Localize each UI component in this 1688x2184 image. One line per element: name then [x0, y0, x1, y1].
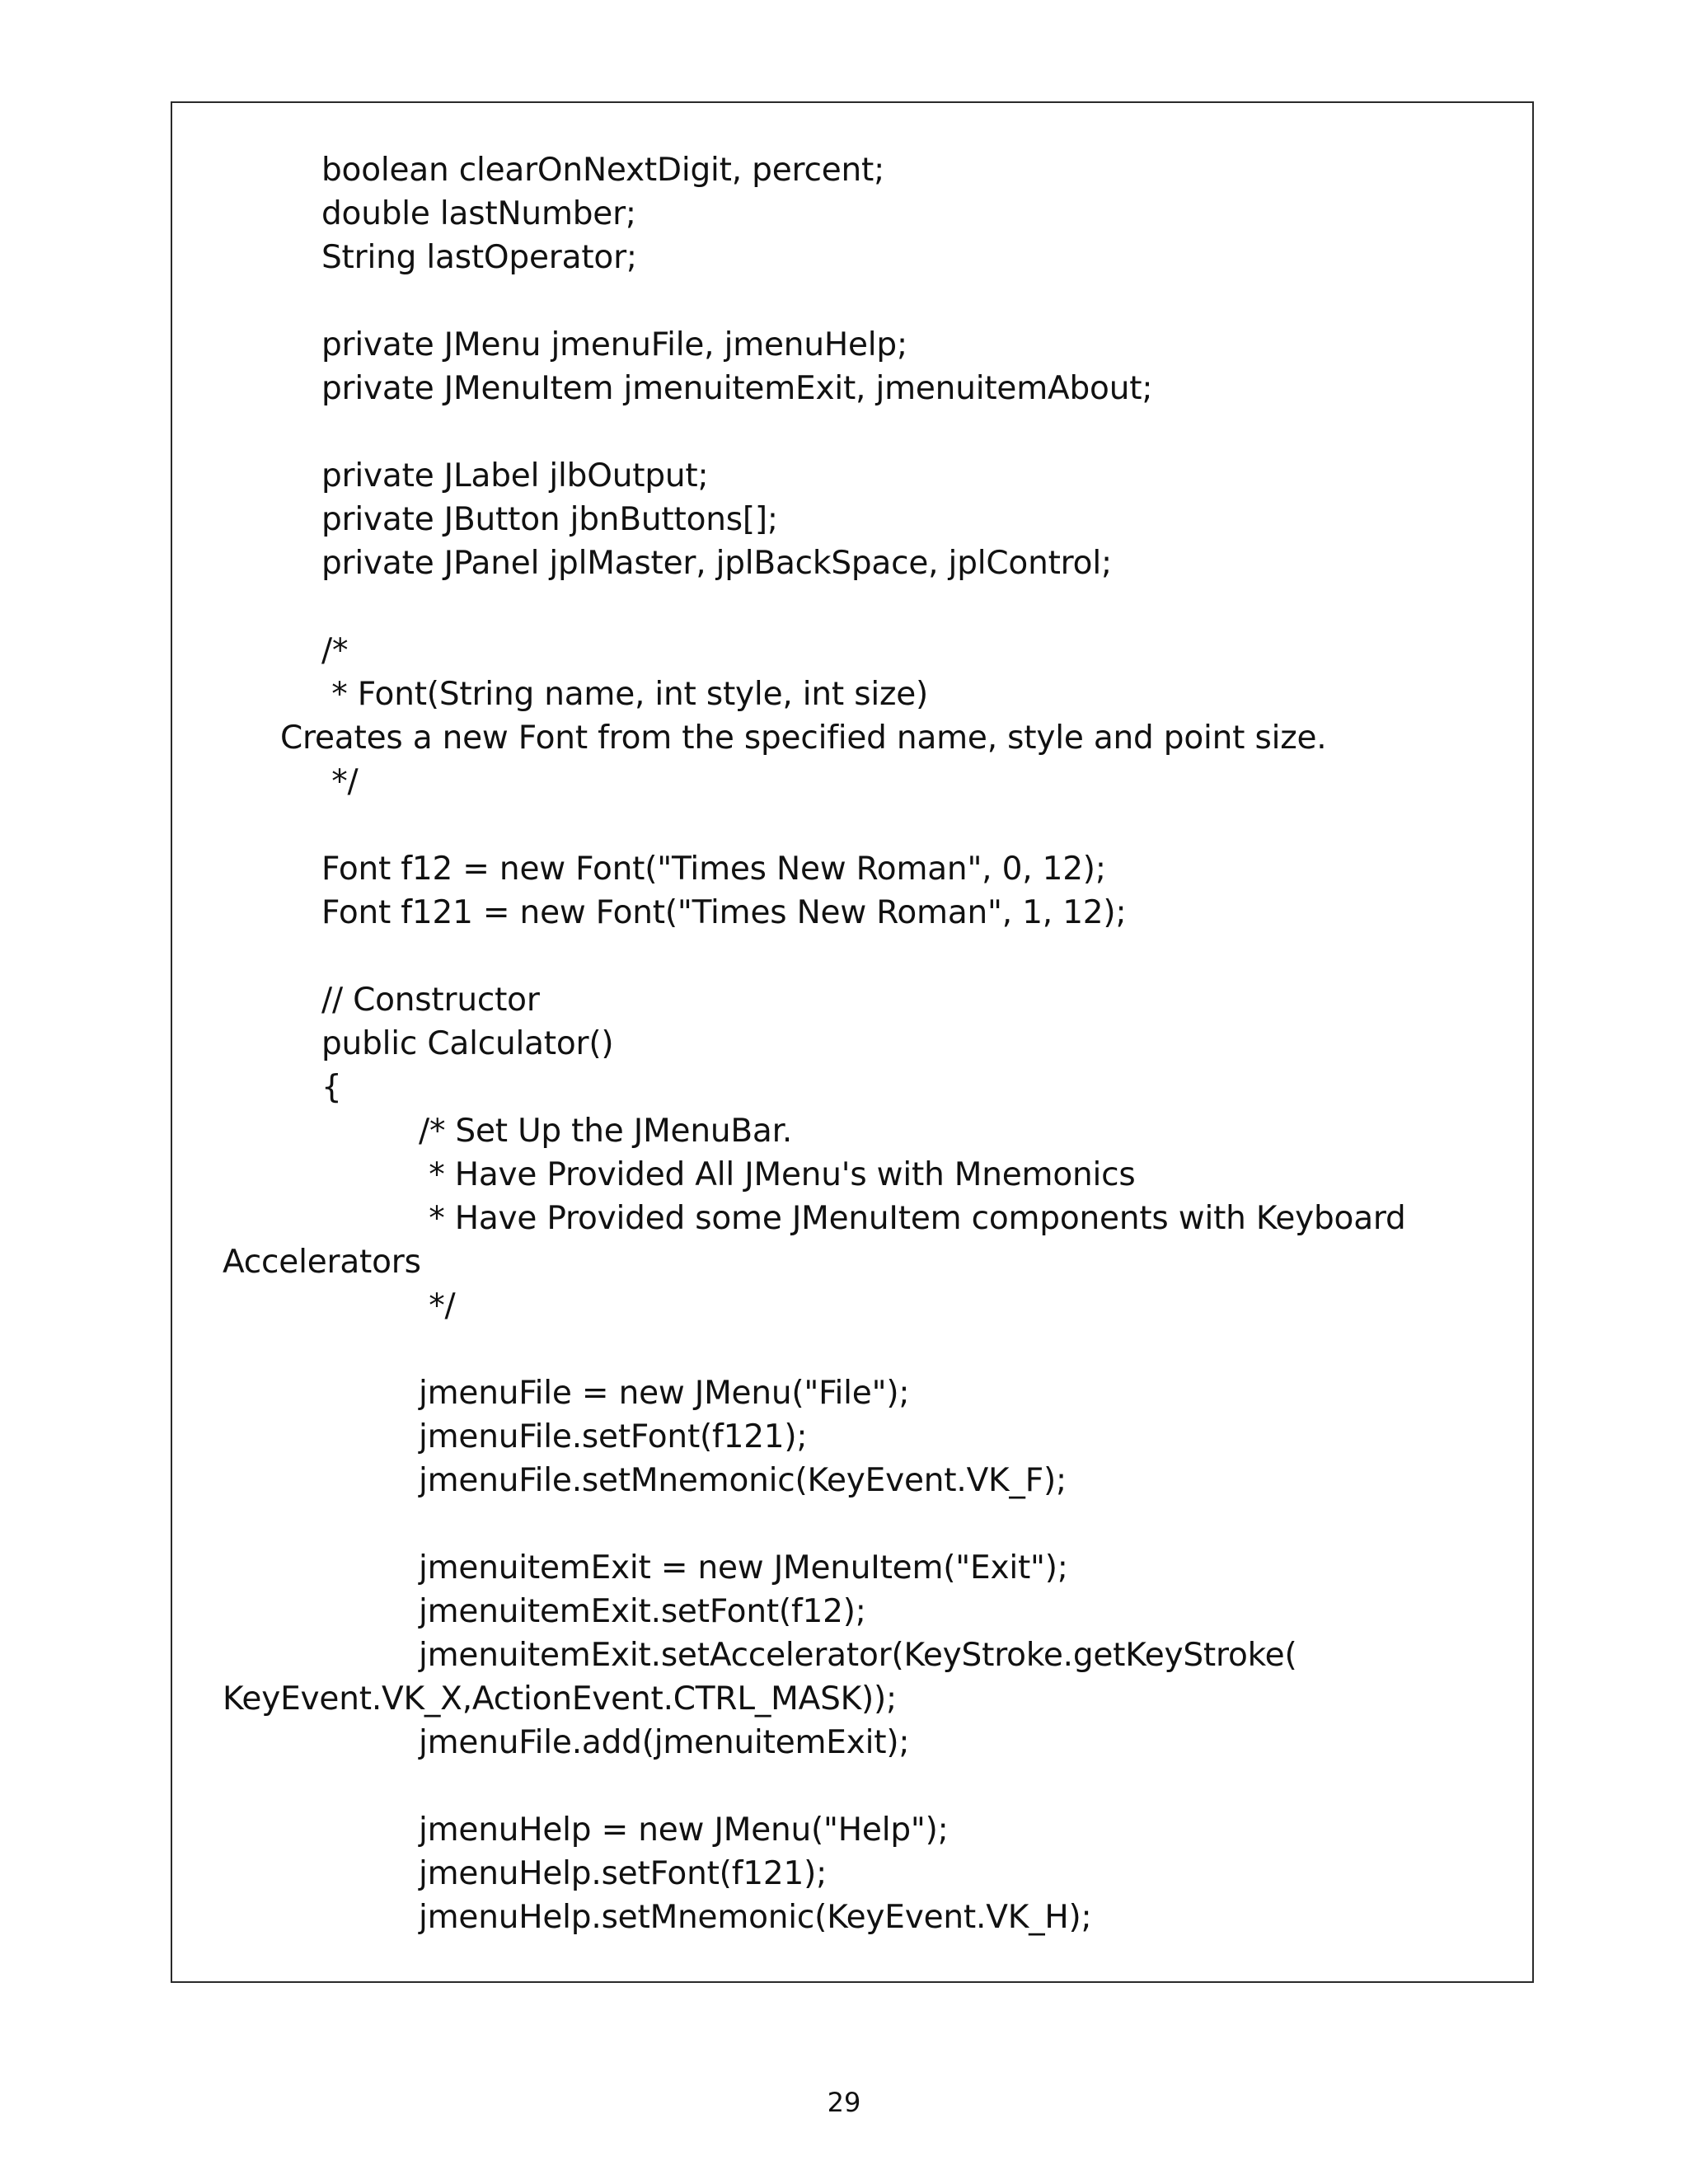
code-line: private JButton jbnButtons[];	[321, 501, 778, 538]
code-comment-line: /*	[321, 632, 349, 669]
code-line: private JLabel jlbOutput;	[321, 457, 709, 494]
code-line: jmenuFile.add(jmenuitemExit);	[419, 1724, 910, 1761]
code-line: double lastNumber;	[321, 195, 636, 232]
code-line: KeyEvent.VK_X,ActionEvent.CTRL_MASK));	[223, 1680, 897, 1718]
code-line: public Calculator()	[321, 1025, 614, 1062]
code-line: jmenuHelp.setFont(f121);	[419, 1855, 828, 1892]
code-line: jmenuFile.setFont(f121);	[419, 1418, 808, 1455]
code-comment-line: */	[321, 763, 359, 800]
code-line: jmenuitemExit = new JMenuItem("Exit");	[419, 1549, 1068, 1586]
code-line: String lastOperator;	[321, 239, 637, 276]
code-comment-line: */	[419, 1287, 456, 1324]
code-line: private JPanel jplMaster, jplBackSpace, jplControl;	[321, 545, 1112, 582]
code-line: private JMenu jmenuFile, jmenuHelp;	[321, 326, 907, 363]
code-line: jmenuitemExit.setFont(f12);	[419, 1593, 866, 1630]
code-line: jmenuFile = new JMenu("File");	[419, 1375, 910, 1412]
code-line: jmenuFile.setMnemonic(KeyEvent.VK_F);	[419, 1462, 1067, 1499]
code-comment-line: // Constructor	[321, 982, 540, 1019]
code-comment-line: /* Set Up the JMenuBar.	[419, 1113, 793, 1150]
code-comment-line: * Font(String name, int style, int size)	[321, 676, 929, 713]
code-line: jmenuHelp = new JMenu("Help");	[419, 1811, 949, 1849]
code-line: Font f121 = new Font("Times New Roman", 1, 12);	[321, 894, 1127, 931]
code-line: Font f12 = new Font("Times New Roman", 0, 12);	[321, 851, 1106, 888]
code-comment-line: * Have Provided some JMenuItem components with Keyboard	[419, 1200, 1406, 1237]
code-comment-line: Creates a new Font from the specified name, style and point size.	[280, 719, 1327, 757]
code-line: private JMenuItem jmenuitemExit, jmenuitemAbout;	[321, 370, 1153, 407]
code-line: boolean clearOnNextDigit, percent;	[321, 152, 885, 189]
code-line: jmenuHelp.setMnemonic(KeyEvent.VK_H);	[419, 1899, 1092, 1936]
code-line: {	[321, 1069, 342, 1106]
code-line: jmenuitemExit.setAccelerator(KeyStroke.getKeyStroke(	[419, 1637, 1297, 1674]
code-comment-line: Accelerators	[223, 1244, 421, 1281]
page-number: 29	[827, 2087, 861, 2118]
code-comment-line: * Have Provided All JMenu's with Mnemonics	[419, 1156, 1136, 1193]
